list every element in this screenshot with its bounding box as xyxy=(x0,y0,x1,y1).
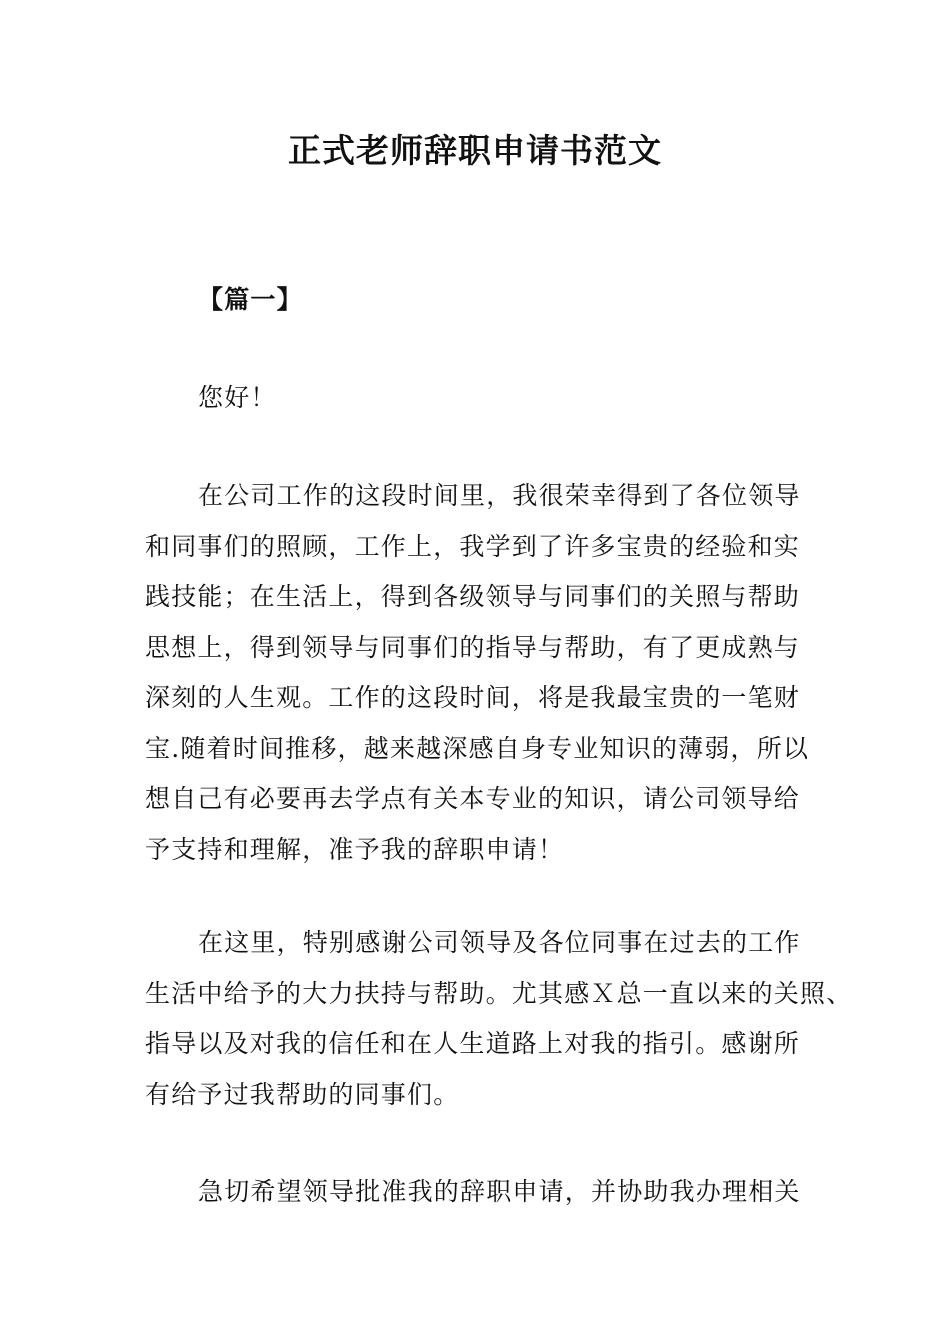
paragraph-line: 指导以及对我的信任和在人生道路上对我的指引。感谢所 xyxy=(145,1029,801,1058)
paragraph-line: 和同事们的照顾，工作上，我学到了许多宝贵的经验和实 xyxy=(145,531,801,561)
greeting: 您好！ xyxy=(198,383,277,412)
paragraph-1 xyxy=(145,471,817,875)
paragraph-line: 急切希望领导批准我的辞职申请，并协助我办理相关 xyxy=(198,1177,801,1206)
paragraph-line: 想自己有必要再去学点有关本专业的知识，请公司领导给 xyxy=(145,784,801,813)
paragraph-line: 有给予过我帮助的同事们。 xyxy=(145,1079,460,1109)
paragraph-line: 宝.随着时间推移，越来越深感自身专业知识的薄弱，所以 xyxy=(145,733,810,763)
section-heading: 【篇一】 xyxy=(198,285,303,314)
paragraph-line: 在这里，特别感谢公司领导及各位同事在过去的工作 xyxy=(198,928,801,957)
paragraph-line: 在公司工作的这段时间里，我很荣幸得到了各位领导 xyxy=(198,481,801,510)
paragraph-line: 予支持和理解，准予我的辞职申请！ xyxy=(145,834,565,864)
document-title: 正式老师辞职申请书范文 xyxy=(288,131,662,170)
paragraph-line: 践技能；在生活上，得到各级领导与同事们的关照与帮助 xyxy=(145,582,801,611)
paragraph-line: 深刻的人生观。工作的这段时间，将是我最宝贵的一笔财 xyxy=(145,683,801,712)
paragraph-2 xyxy=(145,918,853,1120)
paragraph-line: 生活中给予的大力扶持与帮助。尤其感Ｘ总一直以来的关照、 xyxy=(145,978,853,1008)
paragraph-line: 思想上，得到领导与同事们的指导与帮助，有了更成熟与 xyxy=(145,632,801,662)
paragraph-3 xyxy=(145,1167,817,1218)
